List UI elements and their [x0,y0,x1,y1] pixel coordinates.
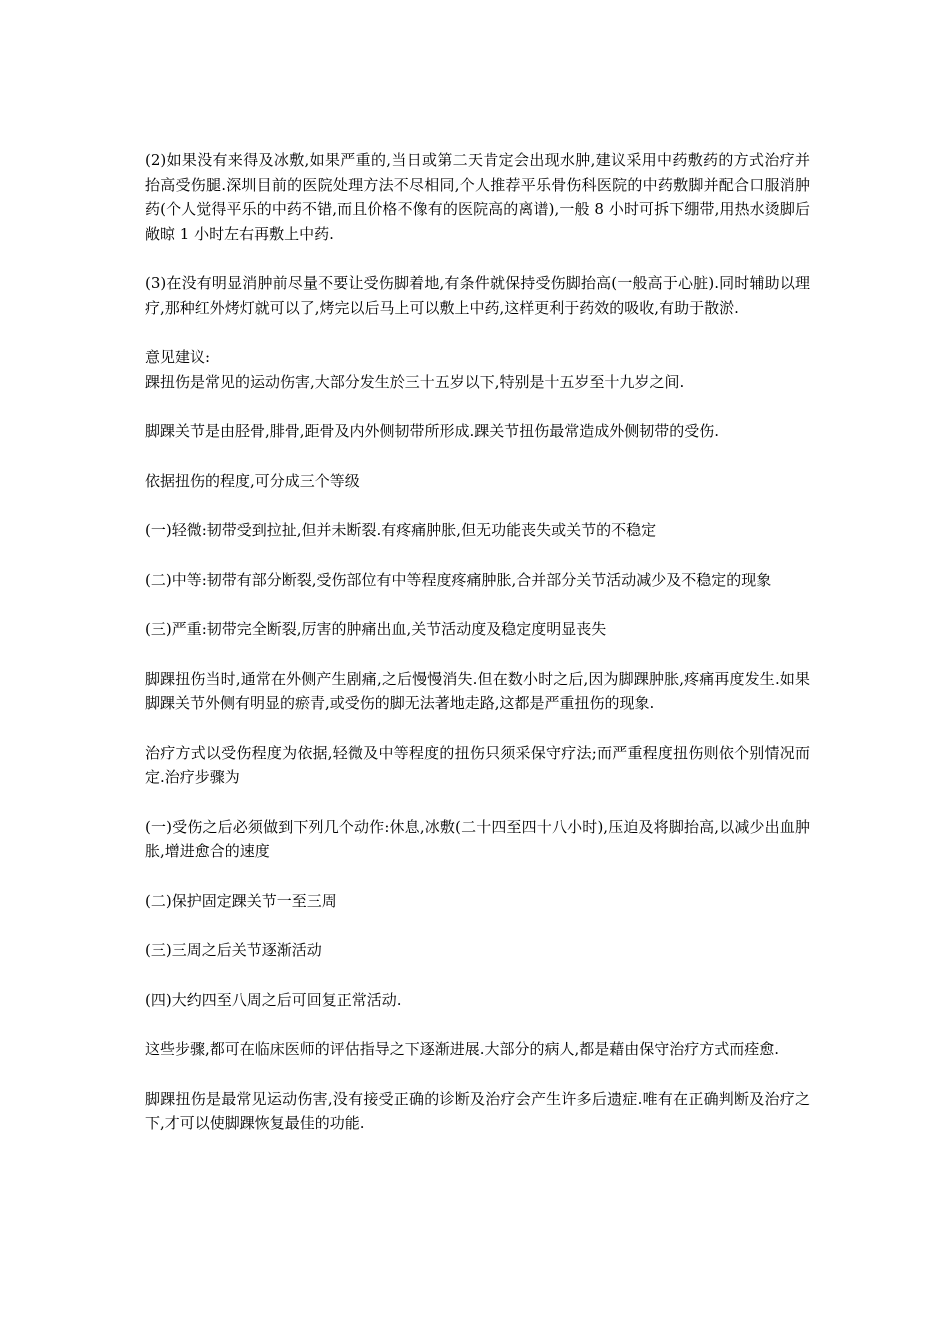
paragraph-step-three: (三)三周之后关节逐渐活动 [145,941,322,959]
paragraph-conclusion: 脚踝扭伤是最常见运动伤害,没有接受正确的诊断及治疗会产生许多后遗症.唯有在正确判断及治疗之下,才可以使脚踝恢复最佳的功能. [145,1089,810,1132]
section-heading-advice: 意见建议: [145,348,211,366]
paragraph-step-one: (一)受伤之后必须做到下列几个动作:休息,冰敷(二十四至四十八小时),压迫及将脚抬高,以减少出血肿胀,增进愈合的速度 [145,817,810,860]
paragraph-ankle-sprain-intro: 踝扭伤是常见的运动伤害,大部分发生於三十五岁以下,特别是十五岁至十九岁之间. [145,372,685,391]
paragraph-grades-intro: 依据扭伤的程度,可分成三个等级 [145,471,360,490]
paragraph-grade-severe: (三)严重:韧带完全断裂,厉害的肿痛出血,关节活动度及稳定度明显丧失 [145,620,607,638]
paragraph-ice-compress: (2)如果没有来得及冰敷,如果严重的,当日或第二天肯定会出现水肿,建议采用中药敷药的方式治疗并抬高受伤腿.深圳目前的医院处理方法不尽相同,个人推荐平乐骨伤科医院的中药敷脚并配合口服消肿药(个人觉得平乐的中药不错,而且价格不像有的医院高的离谱),一般 8 小时可拆下绷带,用热水烫脚后敞晾 1 小时左右再敷上中药. [145,151,810,243]
paragraph-grade-moderate: (二)中等:韧带有部分断裂,受伤部位有中等程度疼痛肿胀,合并部分关节活动减少及不稳定的现象 [145,570,772,589]
paragraph-ankle-anatomy: 脚踝关节是由胫骨,腓骨,距骨及内外侧韧带所形成.踝关节扭伤最常造成外侧韧带的受伤. [145,422,720,440]
paragraph-elevation: (3)在没有明显消肿前尽量不要让受伤脚着地,有条件就保持受伤脚抬高(一般高于心脏).同时辅助以理疗,那种红外烤灯就可以了,烤完以后马上可以敷上中药,这样更利于药效的吸收,有助于散淤. [145,274,810,317]
paragraph-grade-mild: (一)轻微:韧带受到拉扯,但并未断裂.有疼痛肿胀,但无功能丧失或关节的不稳定 [145,521,657,539]
paragraph-treatment-intro: 治疗方式以受伤程度为依据,轻微及中等程度的扭伤只须采保守疗法;而严重程度扭伤则依个别情况而定.治疗步骤为 [145,743,810,786]
paragraph-steps-note: 这些步骤,都可在临床医师的评估指导之下逐渐进展.大部分的病人,都是藉由保守治疗方式而痊愈. [145,1040,780,1058]
paragraph-step-four: (四)大约四至八周之后可回复正常活动. [145,990,402,1009]
paragraph-symptoms: 脚踝扭伤当时,通常在外侧产生剧痛,之后慢慢消失.但在数小时之后,因为脚踝肿胀,疼痛再度发生.如果脚踝关节外侧有明显的瘀青,或受伤的脚无法著地走路,这都是严重扭伤的现象. [145,669,810,712]
document-body [145,148,810,1161]
paragraph-step-two: (二)保护固定踝关节一至三周 [145,891,337,910]
